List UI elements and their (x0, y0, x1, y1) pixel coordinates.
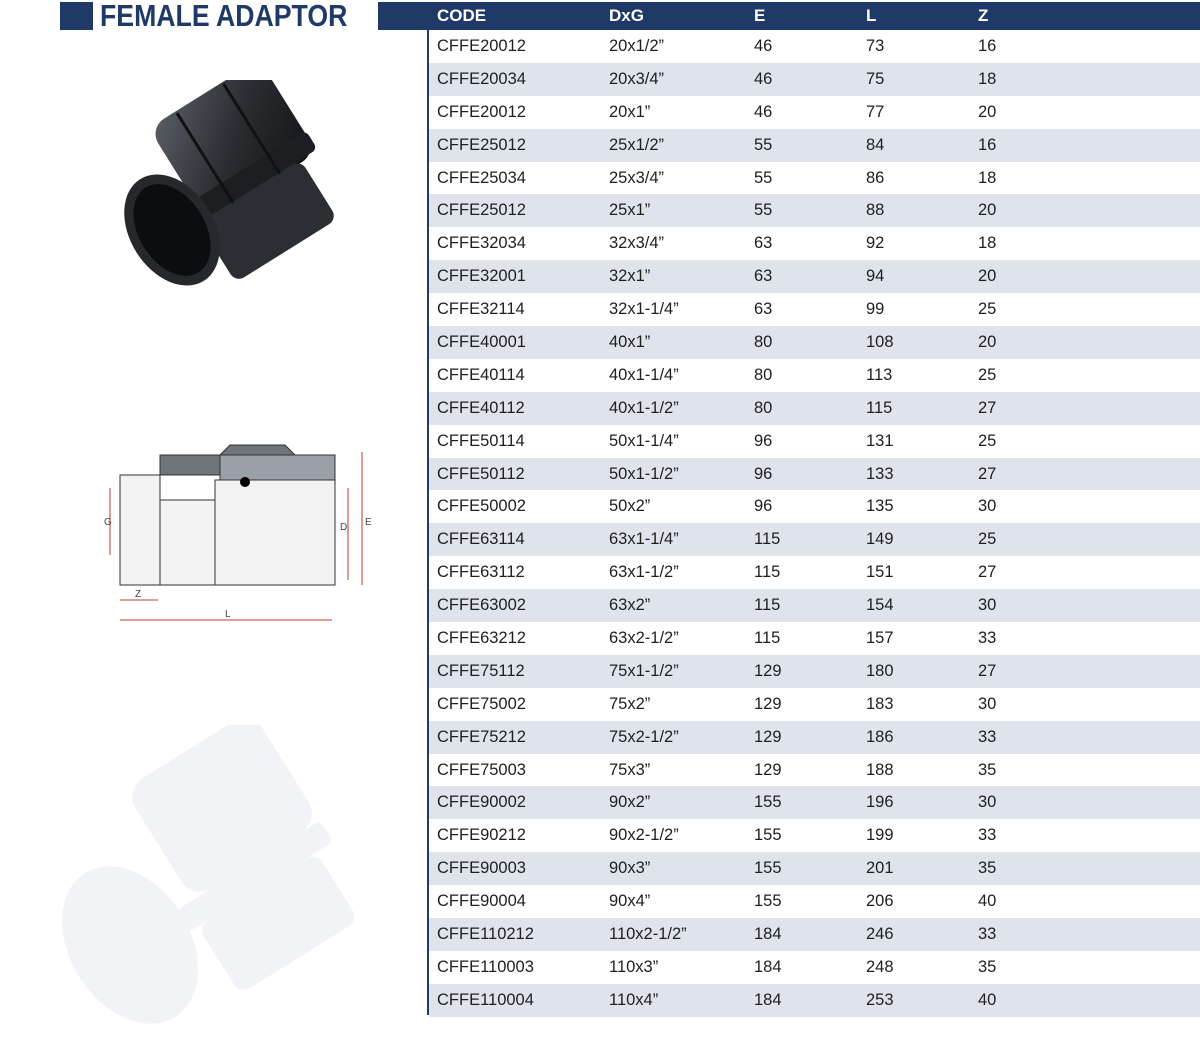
table-row (429, 260, 1200, 293)
cell-l: 157 (866, 629, 894, 648)
table-header (429, 2, 1200, 30)
table-row (429, 984, 1200, 1017)
dim-label-d: D (340, 522, 348, 533)
cell-e: 184 (754, 990, 782, 1009)
cell-code: CFFE63114 (437, 530, 525, 549)
table-row (429, 951, 1200, 984)
table-body (429, 30, 1200, 1017)
cell-z: 18 (978, 234, 997, 253)
cell-code: CFFE20012 (437, 102, 526, 121)
cell-e: 184 (754, 925, 782, 944)
cell-e: 63 (754, 234, 773, 253)
cell-z: 20 (978, 201, 997, 220)
table-row (429, 458, 1200, 491)
cell-z: 40 (978, 892, 997, 911)
cell-code: CFFE40114 (437, 365, 525, 384)
cell-dxg: 90x3” (609, 859, 651, 878)
cell-dxg: 40x1” (609, 333, 651, 352)
cell-dxg: 32x1-1/4” (609, 300, 679, 319)
cell-e: 96 (754, 431, 773, 450)
cell-l: 201 (866, 859, 894, 878)
cell-code: CFFE50002 (437, 497, 526, 516)
table-row (429, 227, 1200, 260)
cell-code: CFFE50114 (437, 431, 525, 450)
cell-dxg: 25x1” (609, 201, 651, 220)
cell-dxg: 90x4” (609, 892, 651, 911)
table-row (429, 63, 1200, 96)
cell-dxg: 75x3” (609, 760, 651, 779)
table-row (429, 885, 1200, 918)
cell-l: 108 (866, 333, 894, 352)
table-row (429, 96, 1200, 129)
cell-z: 27 (978, 563, 997, 582)
cell-code: CFFE40001 (437, 333, 526, 352)
cell-l: 149 (866, 530, 894, 549)
cell-z: 35 (978, 859, 997, 878)
cell-l: 113 (866, 365, 893, 384)
cell-l: 180 (866, 661, 894, 680)
cell-code: CFFE90002 (437, 793, 526, 812)
cell-l: 253 (866, 990, 894, 1009)
table-row (429, 589, 1200, 622)
cell-l: 206 (866, 892, 894, 911)
cell-dxg: 63x1-1/4” (609, 530, 679, 549)
cell-l: 115 (866, 398, 893, 417)
cell-e: 96 (754, 497, 773, 516)
cell-l: 133 (866, 464, 894, 483)
cell-e: 129 (754, 727, 782, 746)
cell-l: 151 (866, 563, 894, 582)
cell-dxg: 90x2-1/2” (609, 826, 679, 845)
cell-l: 77 (866, 102, 885, 121)
table-row (429, 556, 1200, 589)
table-row (429, 852, 1200, 885)
cell-code: CFFE75212 (437, 727, 526, 746)
cell-z: 25 (978, 431, 997, 450)
header-z: Z (978, 6, 989, 25)
cell-code: CFFE20012 (437, 37, 526, 55)
cell-code: CFFE20034 (437, 69, 526, 88)
cell-l: 86 (866, 168, 885, 187)
cell-e: 115 (754, 629, 781, 648)
table-row (429, 326, 1200, 359)
table-row (429, 721, 1200, 754)
cell-z: 27 (978, 464, 997, 483)
table-row (429, 162, 1200, 195)
cell-dxg: 110x4” (609, 990, 659, 1009)
dim-label-e: E (365, 517, 372, 528)
cell-code: CFFE110212 (437, 925, 534, 944)
cell-code: CFFE63212 (437, 629, 526, 648)
table-row (429, 819, 1200, 852)
cell-e: 55 (754, 135, 773, 154)
cell-l: 88 (866, 201, 885, 220)
cell-dxg: 75x2” (609, 694, 651, 713)
cell-l: 246 (866, 925, 894, 944)
cell-z: 16 (978, 135, 997, 154)
cell-l: 75 (866, 69, 885, 88)
cell-l: 99 (866, 300, 885, 319)
cell-e: 63 (754, 267, 773, 286)
cell-l: 135 (866, 497, 894, 516)
dim-label-g: G (104, 517, 112, 528)
cell-e: 115 (754, 563, 781, 582)
cell-l: 94 (866, 267, 885, 286)
cell-z: 27 (978, 398, 997, 417)
cell-e: 96 (754, 464, 773, 483)
cell-l: 154 (866, 596, 894, 615)
cell-z: 30 (978, 694, 997, 713)
cell-z: 35 (978, 760, 997, 779)
cell-code: CFFE110004 (437, 990, 534, 1009)
dim-label-l: L (225, 609, 231, 620)
cell-z: 33 (978, 727, 997, 746)
cell-e: 55 (754, 168, 773, 187)
table-row (429, 392, 1200, 425)
cell-z: 25 (978, 530, 997, 549)
table-row (429, 754, 1200, 787)
cell-e: 155 (754, 859, 782, 878)
cell-code: CFFE32114 (437, 300, 525, 319)
product-photo (110, 80, 370, 310)
header-code: CODE (437, 6, 487, 25)
cell-code: CFFE90003 (437, 859, 526, 878)
cell-code: CFFE63002 (437, 596, 526, 615)
cell-l: 199 (866, 826, 894, 845)
cell-l: 186 (866, 727, 894, 746)
table-row (429, 30, 1200, 63)
cell-code: CFFE75112 (437, 661, 525, 680)
cell-z: 20 (978, 267, 997, 286)
cell-dxg: 63x1-1/2” (609, 563, 679, 582)
title-accent-bar-right (378, 2, 433, 30)
cell-dxg: 110x3” (609, 957, 659, 976)
page-title: FEMALE ADAPTOR (100, 0, 348, 33)
cell-code: CFFE110003 (437, 957, 534, 976)
cell-dxg: 40x1-1/2” (609, 398, 679, 417)
cell-l: 73 (866, 37, 885, 55)
cell-code: CFFE75002 (437, 694, 526, 713)
cell-e: 155 (754, 826, 782, 845)
cell-dxg: 63x2” (609, 596, 651, 615)
table-row (429, 622, 1200, 655)
cell-z: 27 (978, 661, 997, 680)
cell-z: 25 (978, 365, 997, 384)
cell-code: CFFE50112 (437, 464, 525, 483)
cell-l: 183 (866, 694, 894, 713)
cell-code: CFFE40112 (437, 398, 525, 417)
cell-dxg: 90x2” (609, 793, 651, 812)
cell-e: 129 (754, 661, 782, 680)
faded-product-watermark (30, 725, 380, 1045)
cell-dxg: 110x2-1/2” (609, 925, 687, 944)
cell-z: 40 (978, 990, 997, 1009)
cell-e: 80 (754, 333, 773, 352)
cell-z: 30 (978, 497, 997, 516)
cell-dxg: 75x2-1/2” (609, 727, 679, 746)
cell-code: CFFE90212 (437, 826, 526, 845)
cell-code: CFFE25034 (437, 168, 526, 187)
dim-label-z: Z (135, 589, 142, 600)
cell-dxg: 20x3/4” (609, 69, 665, 88)
cell-l: 84 (866, 135, 885, 154)
cell-l: 188 (866, 760, 894, 779)
technical-drawing (100, 440, 380, 630)
cell-dxg: 50x2” (609, 497, 651, 516)
cell-dxg: 50x1-1/4” (609, 431, 679, 450)
cell-e: 46 (754, 37, 773, 55)
cell-dxg: 75x1-1/2” (609, 661, 679, 680)
table-row (429, 523, 1200, 556)
title-accent-bar-left (60, 2, 93, 30)
cell-z: 20 (978, 102, 997, 121)
dimensions-table (427, 2, 1200, 1015)
cell-l: 131 (866, 431, 894, 450)
table-row (429, 425, 1200, 458)
cell-e: 115 (754, 530, 781, 549)
cell-e: 129 (754, 760, 782, 779)
cell-z: 25 (978, 300, 997, 319)
cell-z: 20 (978, 333, 997, 352)
header-l: L (866, 6, 877, 25)
cell-dxg: 20x1” (609, 102, 651, 121)
cell-e: 80 (754, 398, 773, 417)
cell-code: CFFE32034 (437, 234, 526, 253)
cell-dxg: 32x1” (609, 267, 651, 286)
cell-z: 33 (978, 629, 997, 648)
cell-code: CFFE25012 (437, 201, 526, 220)
table-row (429, 655, 1200, 688)
table-row (429, 918, 1200, 951)
cell-dxg: 63x2-1/2” (609, 629, 679, 648)
cell-dxg: 25x3/4” (609, 168, 665, 187)
cell-e: 46 (754, 69, 773, 88)
cell-e: 129 (754, 694, 782, 713)
table-row (429, 786, 1200, 819)
cell-code: CFFE25012 (437, 135, 526, 154)
cell-e: 155 (754, 793, 782, 812)
header-e: E (754, 6, 766, 25)
cell-e: 184 (754, 957, 782, 976)
cell-e: 55 (754, 201, 773, 220)
table-row (429, 194, 1200, 227)
cell-code: CFFE90004 (437, 892, 526, 911)
cell-dxg: 20x1/2” (609, 37, 665, 55)
cell-z: 30 (978, 596, 997, 615)
cell-e: 155 (754, 892, 782, 911)
cell-z: 16 (978, 37, 997, 55)
cell-e: 63 (754, 300, 773, 319)
cell-z: 18 (978, 69, 997, 88)
table-row (429, 688, 1200, 721)
cell-e: 46 (754, 102, 773, 121)
cell-dxg: 25x1/2” (609, 135, 665, 154)
cell-z: 30 (978, 793, 997, 812)
cell-e: 115 (754, 596, 781, 615)
cell-z: 33 (978, 925, 997, 944)
table-row (429, 359, 1200, 392)
cell-dxg: 32x3/4” (609, 234, 665, 253)
table-row (429, 490, 1200, 523)
table-row (429, 293, 1200, 326)
table-row (429, 129, 1200, 162)
cell-e: 80 (754, 365, 773, 384)
cell-code: CFFE32001 (437, 267, 526, 286)
cell-dxg: 50x1-1/2” (609, 464, 679, 483)
cell-dxg: 40x1-1/4” (609, 365, 679, 384)
header-dxg: DxG (609, 6, 644, 25)
cell-z: 35 (978, 957, 997, 976)
cell-z: 18 (978, 168, 997, 187)
cell-code: CFFE75003 (437, 760, 526, 779)
cell-code: CFFE63112 (437, 563, 525, 582)
cell-l: 248 (866, 957, 894, 976)
cell-l: 92 (866, 234, 885, 253)
cell-z: 33 (978, 826, 997, 845)
cell-l: 196 (866, 793, 894, 812)
